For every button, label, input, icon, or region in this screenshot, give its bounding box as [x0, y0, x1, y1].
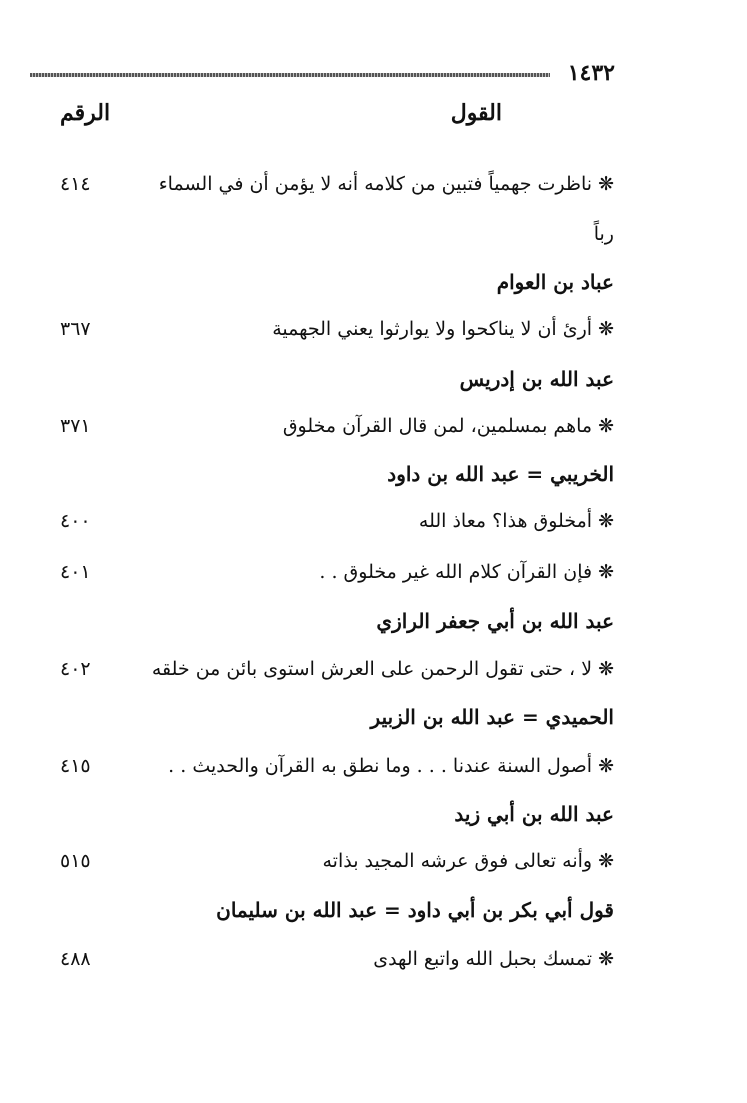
reference-number: ٣٦٧	[60, 318, 91, 340]
bullet-icon: ❋	[598, 318, 614, 340]
reference-number: ٤١٤	[60, 173, 91, 195]
bullet-icon: ❋	[598, 415, 614, 437]
quote-entry	[134, 742, 614, 790]
author-heading: الحميدي = عبد الله بن الزبير	[370, 705, 614, 729]
reference-number: ٤٨٨	[60, 948, 91, 970]
bullet-icon: ❋	[598, 510, 614, 532]
quote-entry	[134, 645, 614, 693]
quote-entry	[134, 402, 614, 450]
quote-continuation: رباً	[593, 223, 614, 245]
header-rule	[30, 73, 550, 77]
quote-entry	[134, 548, 614, 596]
bullet-icon: ❋	[598, 948, 614, 970]
reference-number: ٤١٥	[60, 755, 91, 777]
quote-text: لا ، حتى تقول الرحمن على العرش استوى بائن من خلقه	[151, 658, 593, 680]
page-number: ١٤٣٢	[567, 60, 615, 86]
bullet-icon: ❋	[598, 850, 614, 872]
quote-text: ناظرت جهمياً فتبين من كلامه أنه لا يؤمن أن في السماء	[158, 173, 593, 195]
bullet-icon: ❋	[598, 173, 614, 195]
author-heading: قول أبي بكر بن أبي داود = عبد الله بن سليمان	[216, 898, 614, 922]
quote-entry	[134, 935, 614, 983]
quote-entry	[134, 305, 614, 353]
quote-entry	[134, 837, 614, 885]
author-heading: عبد الله بن أبي جعفر الرازي	[376, 609, 614, 633]
quote-text: أمخلوق هذا؟ معاذ الله	[418, 510, 593, 532]
page-header	[30, 60, 615, 90]
author-heading: الخريبي = عبد الله بن داود	[387, 462, 614, 486]
bullet-icon: ❋	[598, 561, 614, 583]
quote-text: أصول السنة عندنا . . . وما نطق به القرآن والحديث . .	[168, 755, 593, 777]
reference-number: ٤٠١	[60, 561, 91, 583]
author-heading: عبد الله بن أبي زيد	[454, 802, 614, 826]
quote-entry	[134, 160, 614, 208]
quote-text: أرئ أن لا يناكحوا ولا يوارثوا يعني الجهمية	[272, 318, 593, 340]
quote-text: وأنه تعالى فوق عرشه المجيد بذاته	[322, 850, 593, 872]
reference-number: ٤٠٢	[60, 658, 91, 680]
author-heading: عبد الله بن إدريس	[459, 367, 614, 391]
column-header-quote: القول	[450, 100, 502, 126]
quote-text: تمسك بحبل الله واتبع الهدى	[373, 948, 593, 970]
column-header-number: الرقم	[60, 100, 111, 126]
bullet-icon: ❋	[598, 755, 614, 777]
reference-number: ٤٠٠	[60, 510, 91, 532]
reference-number: ٥١٥	[60, 850, 91, 872]
quote-text: ماهم بمسلمين، لمن قال القرآن مخلوق	[282, 415, 593, 437]
quote-entry	[134, 497, 614, 545]
bullet-icon: ❋	[598, 658, 614, 680]
quote-text: فإن القرآن كلام الله غير مخلوق . .	[319, 561, 593, 583]
author-heading: عباد بن العوام	[496, 270, 614, 294]
reference-number: ٣٧١	[60, 415, 91, 437]
